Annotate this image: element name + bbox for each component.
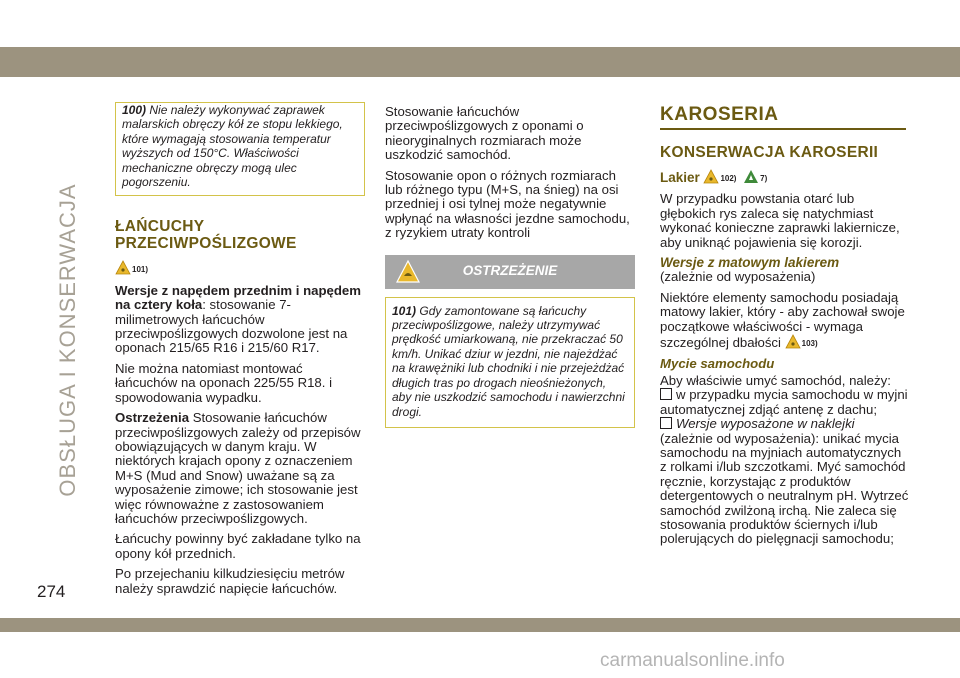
warnings-label: Ostrzeżenia <box>115 410 190 426</box>
warning-triangle-icon <box>785 334 801 350</box>
note-box-100 <box>115 102 365 196</box>
heading-rule <box>660 128 906 130</box>
lakier-label: Lakier <box>660 170 700 185</box>
paragraph-wash-intro: Aby właściwie umyć samochód, należy: <box>660 372 891 388</box>
antenna-text: w przypadku mycia samochodu w myjni automatycznej zdjąć antenę z dachu; <box>660 387 908 417</box>
ref-7: 7) <box>760 174 768 183</box>
warning-number: 101) <box>392 303 417 318</box>
matt-subtitle: (zależnie od wyposażenia) <box>660 269 816 285</box>
drive-versions-label: Wersje z napędem przednim i napędem na cztery koła <box>115 282 361 313</box>
stickers-label: Wersje wyposażone w naklejki <box>676 416 855 432</box>
note-text: Nie należy wykonywać zaprawek malarskich obręczy kół ze stopu lekkiego, które wymagają stosowania temperatur wyższych od 150°C. Właściwości mechaniczne obręczy mogą ulec pogorszeniu. <box>122 103 343 190</box>
list-item-antenna <box>660 388 910 417</box>
checkbox-bullet-icon <box>660 417 672 429</box>
footer-band <box>0 618 960 632</box>
ref-101: 101) <box>132 265 149 275</box>
heading-snow-chains: ŁAŃCUCHY PRZECIWPOŚLIZGOWE <box>115 218 297 253</box>
ref-103: 103) <box>801 339 818 349</box>
section-side-title <box>48 95 88 585</box>
column-3 <box>660 105 910 553</box>
paragraph-front-tyres: Łańcuchy powinny być zakładane tylko na opony kół przednich. <box>115 531 361 561</box>
column-1 <box>115 105 365 602</box>
warning-header <box>385 255 635 289</box>
matt-care-text: Niektóre elementy samochodu posiadają matowy lakier, który - aby zachował swoje początkowe właściwości - wymaga szczególnej dbałości <box>660 289 905 351</box>
wash-title: Mycie samochodu <box>660 356 775 372</box>
page-number: 274 <box>37 582 66 601</box>
paragraph-nonoriginal-tyres: Stosowanie łańcuchów przeciwpoślizgowych z oponami o nieoryginalnych rozmiarach może uszkodzić samochód. <box>385 104 584 163</box>
column-2 <box>385 105 635 428</box>
paragraph-warnings <box>115 411 365 526</box>
warning-text: Gdy zamontowane są łańcuchy przeciwpoślizgowe, należy utrzymywać prędkość umiarkowaną, nie przekraczać 50 km/h. Unikać dziur w jezdni, nie najeżdżać na krawężniki lub chodniki i nie przejeżdżać długich tras po drogach nieośnieżonych, aby nie uszkodzić samochodu i nawierzchni drogi. <box>392 303 625 419</box>
header-band <box>0 0 960 47</box>
lakier-line <box>660 169 910 186</box>
checkbox-bullet-icon <box>660 388 672 400</box>
list-item-stickers <box>660 417 910 547</box>
matt-title: Wersje z matowym lakierem <box>660 255 840 271</box>
stickers-text: (zależnie od wyposażenia): unikać mycia samochodu na myjniach automatycznych z rolkami i/lub szczotkami. Myć samochód ręcznie, korzystając z produktów detergentowych o neutralnym pH. Wytrzeć samochód zwilżoną irchą. Nie zaleca się stosowania produktów ściernych i/lub polerujących do pielęgnacji samochodu; <box>660 430 909 547</box>
heading-bodywork-care: KONSERWACJA KAROSERII <box>660 144 879 161</box>
warning-triangle-icon <box>703 169 719 185</box>
wash-title-wrap <box>660 357 910 371</box>
note-number: 100) <box>122 103 147 117</box>
warning-ref <box>115 260 365 277</box>
side-title-text: OBSŁUGA I KONSERWACJA <box>55 183 80 497</box>
paragraph-scratches: W przypadku powstania otarć lub głębokich rys zaleca się natychmiast wykonać konieczne zaprawki lakiernicze, aby uniknąć pojawienia się korozji. <box>660 191 900 250</box>
paragraph-drive-versions <box>115 284 365 356</box>
watermark: carmanualsonline.info <box>600 650 785 671</box>
warning-label: OSTRZEŻENIE <box>462 263 558 279</box>
warning-triangle-icon <box>115 260 131 276</box>
paragraph-check-tension: Po przejechaniu kilkudziesięciu metrów należy sprawdzić napięcie łańcuchów. <box>115 566 345 596</box>
header-bar <box>0 47 960 77</box>
warning-box-101 <box>385 297 635 428</box>
paragraph-matt-care <box>660 291 910 352</box>
heading-bodywork: KAROSERIA <box>660 104 779 125</box>
environment-icon <box>743 169 759 185</box>
drive-versions-text: : stosowanie 7-milimetrowych łańcuchów przeciwpoślizgowych dozwolone jest na oponach 215/65 R16 i 215/60 R17. <box>115 297 348 356</box>
ref-102: 102) <box>720 174 737 183</box>
paragraph-different-tyres: Stosowanie opon o różnych rozmiarach lub różnego typu (M+S, na śnieg) na osi przedniej i osi tylnej może negatywnie wpłynąć na własności jezdne samochodu, z ryzykiem utraty kontroli <box>385 167 630 241</box>
warnings-text: Stosowanie łańcuchów przeciwpoślizgowych zależy od przepisów obowiązujących w danym kraju. W niektórych krajach opony z oznaczeniem M+S (Mud and Snow) uważane są za wyposażenie zimowe; ich stosowanie jest więc równoważne z zastosowaniem łańcuchów przeciwpoślizgowych. <box>115 410 361 526</box>
matt-title-wrap <box>660 256 910 270</box>
paragraph-no-mount: Nie można natomiast montować łańcuchów na oponach 225/55 R18. i spowodowania wypadku. <box>115 360 333 405</box>
